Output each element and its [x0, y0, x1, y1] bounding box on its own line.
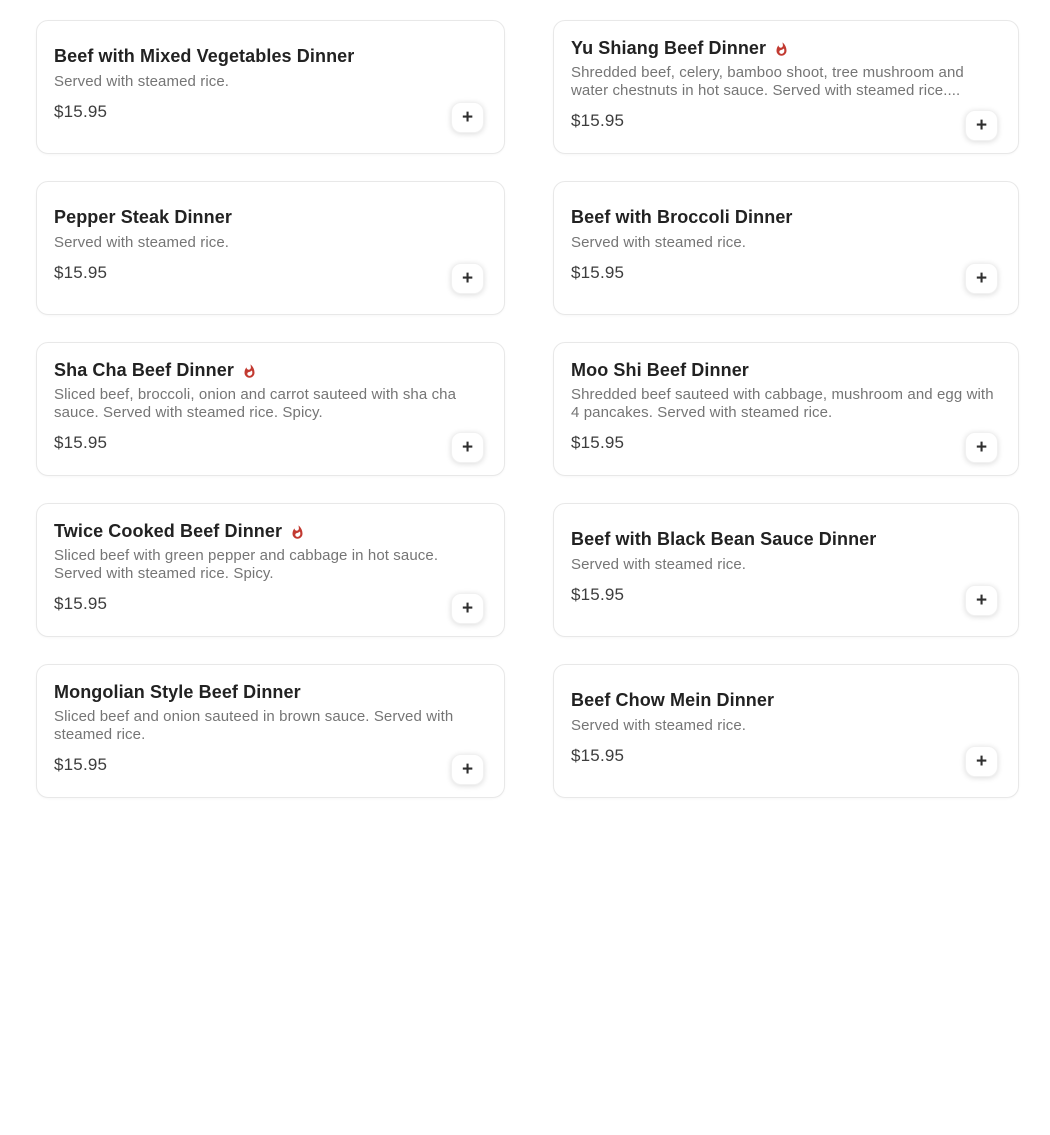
menu-item-card[interactable] [36, 664, 505, 798]
menu-item-price-row [571, 258, 998, 289]
menu-item-body [571, 360, 998, 459]
menu-item-body [54, 360, 484, 459]
menu-item-price: $15.95 [571, 263, 625, 283]
menu-item-price: $15.95 [571, 110, 625, 130]
menu-item-body [571, 529, 998, 610]
menu-item-price: $15.95 [54, 432, 108, 452]
add-to-cart-button[interactable] [451, 754, 484, 785]
menu-item-price: $15.95 [54, 102, 108, 122]
menu-item-title: Moo Shi Beef Dinner [571, 359, 749, 380]
menu-item-title: Beef Chow Mein Dinner [571, 690, 775, 711]
menu-item-price-row [571, 105, 998, 136]
menu-item-title-row [571, 360, 998, 382]
spicy-flame-icon [290, 525, 305, 540]
add-to-cart-button[interactable] [965, 585, 998, 616]
menu-item-title-row [571, 529, 998, 551]
menu-item-body [54, 682, 484, 781]
menu-item-title-row [54, 521, 484, 543]
plus-icon: + [461, 267, 474, 289]
menu-item-description: Shredded beef, celery, bamboo shoot, tree mushroom and water chestnuts in hot sauce. Served with steamed rice.... [571, 64, 964, 99]
menu-item-title-row [54, 207, 484, 229]
plus-icon: + [975, 589, 988, 611]
menu-item-price-row [54, 258, 484, 289]
menu-item-price-row [54, 97, 484, 128]
menu-item-card[interactable] [553, 20, 1019, 154]
menu-item-title-row [54, 46, 484, 68]
menu-item-title: Beef with Mixed Vegetables Dinner [54, 46, 355, 67]
menu-item-title-row [54, 682, 484, 704]
plus-icon: + [975, 437, 988, 459]
menu-item-description: Sliced beef and onion sauteed in brown sauce. Served with steamed rice. [54, 708, 454, 743]
add-to-cart-button[interactable] [451, 432, 484, 463]
menu-item-price-row [54, 749, 484, 780]
add-to-cart-button[interactable] [451, 263, 484, 294]
menu-item-card[interactable] [36, 20, 505, 154]
menu-item-title: Yu Shiang Beef Dinner [571, 37, 767, 58]
plus-icon: + [461, 759, 474, 781]
menu-item-price: $15.95 [571, 585, 625, 605]
menu-item-body [54, 521, 484, 620]
menu-item-price-row [54, 588, 484, 619]
menu-item-card[interactable] [553, 503, 1019, 637]
add-to-cart-button[interactable] [451, 593, 484, 624]
menu-item-card[interactable] [553, 181, 1019, 315]
menu-item-body [54, 46, 484, 127]
menu-item-card[interactable] [36, 503, 505, 637]
menu-item-description: Sliced beef with green pepper and cabbage in hot sauce. Served with steamed rice. Spicy. [54, 547, 439, 582]
menu-item-title: Pepper Steak Dinner [54, 207, 232, 228]
menu-item-price-row [571, 580, 998, 611]
add-to-cart-button[interactable] [965, 263, 998, 294]
plus-icon: + [975, 750, 988, 772]
menu-item-price-row [571, 427, 998, 458]
menu-item-title: Mongolian Style Beef Dinner [54, 681, 301, 702]
plus-icon: + [975, 267, 988, 289]
menu-item-title-row [571, 207, 998, 229]
menu-item-title: Sha Cha Beef Dinner [54, 359, 234, 380]
spicy-flame-icon [242, 364, 257, 379]
menu-item-title: Twice Cooked Beef Dinner [54, 520, 283, 541]
menu-item-body [571, 690, 998, 771]
menu-item-title-row [54, 360, 484, 382]
plus-icon: + [975, 115, 988, 137]
menu-item-description: Sliced beef, broccoli, onion and carrot sauteed with sha cha sauce. Served with steamed rice. Spicy. [54, 386, 457, 421]
menu-item-title-row [571, 38, 998, 60]
plus-icon: + [461, 598, 474, 620]
menu-item-price: $15.95 [571, 432, 625, 452]
menu-item-card[interactable] [553, 342, 1019, 476]
menu-item-description: Served with steamed rice. [571, 717, 747, 735]
menu-item-price-row [54, 427, 484, 458]
plus-icon: + [461, 106, 474, 128]
menu-item-body [571, 38, 998, 137]
plus-icon: + [461, 437, 474, 459]
menu-item-price: $15.95 [571, 746, 625, 766]
add-to-cart-button[interactable] [965, 110, 998, 141]
menu-item-title-row [571, 690, 998, 712]
menu-item-price: $15.95 [54, 593, 108, 613]
add-to-cart-button[interactable] [451, 102, 484, 133]
menu-item-price-row [571, 741, 998, 772]
menu-item-description: Served with steamed rice. [54, 234, 230, 252]
menu-item-body [571, 207, 998, 288]
menu-item-title: Beef with Broccoli Dinner [571, 207, 793, 228]
menu-item-price: $15.95 [54, 263, 108, 283]
menu-item-description: Served with steamed rice. [571, 234, 747, 252]
menu-item-body [54, 207, 484, 288]
spicy-flame-icon [774, 42, 789, 57]
add-to-cart-button[interactable] [965, 432, 998, 463]
menu-item-card[interactable] [36, 181, 505, 315]
menu-item-price: $15.95 [54, 754, 108, 774]
add-to-cart-button[interactable] [965, 746, 998, 777]
menu-item-title: Beef with Black Bean Sauce Dinner [571, 529, 877, 550]
menu-item-description: Served with steamed rice. [54, 73, 230, 91]
menu-item-description: Shredded beef sauteed with cabbage, mushroom and egg with 4 pancakes. Served with steamed rice. [571, 386, 994, 421]
menu-item-card[interactable] [553, 664, 1019, 798]
menu-item-card[interactable] [36, 342, 505, 476]
menu-item-description: Served with steamed rice. [571, 556, 747, 574]
